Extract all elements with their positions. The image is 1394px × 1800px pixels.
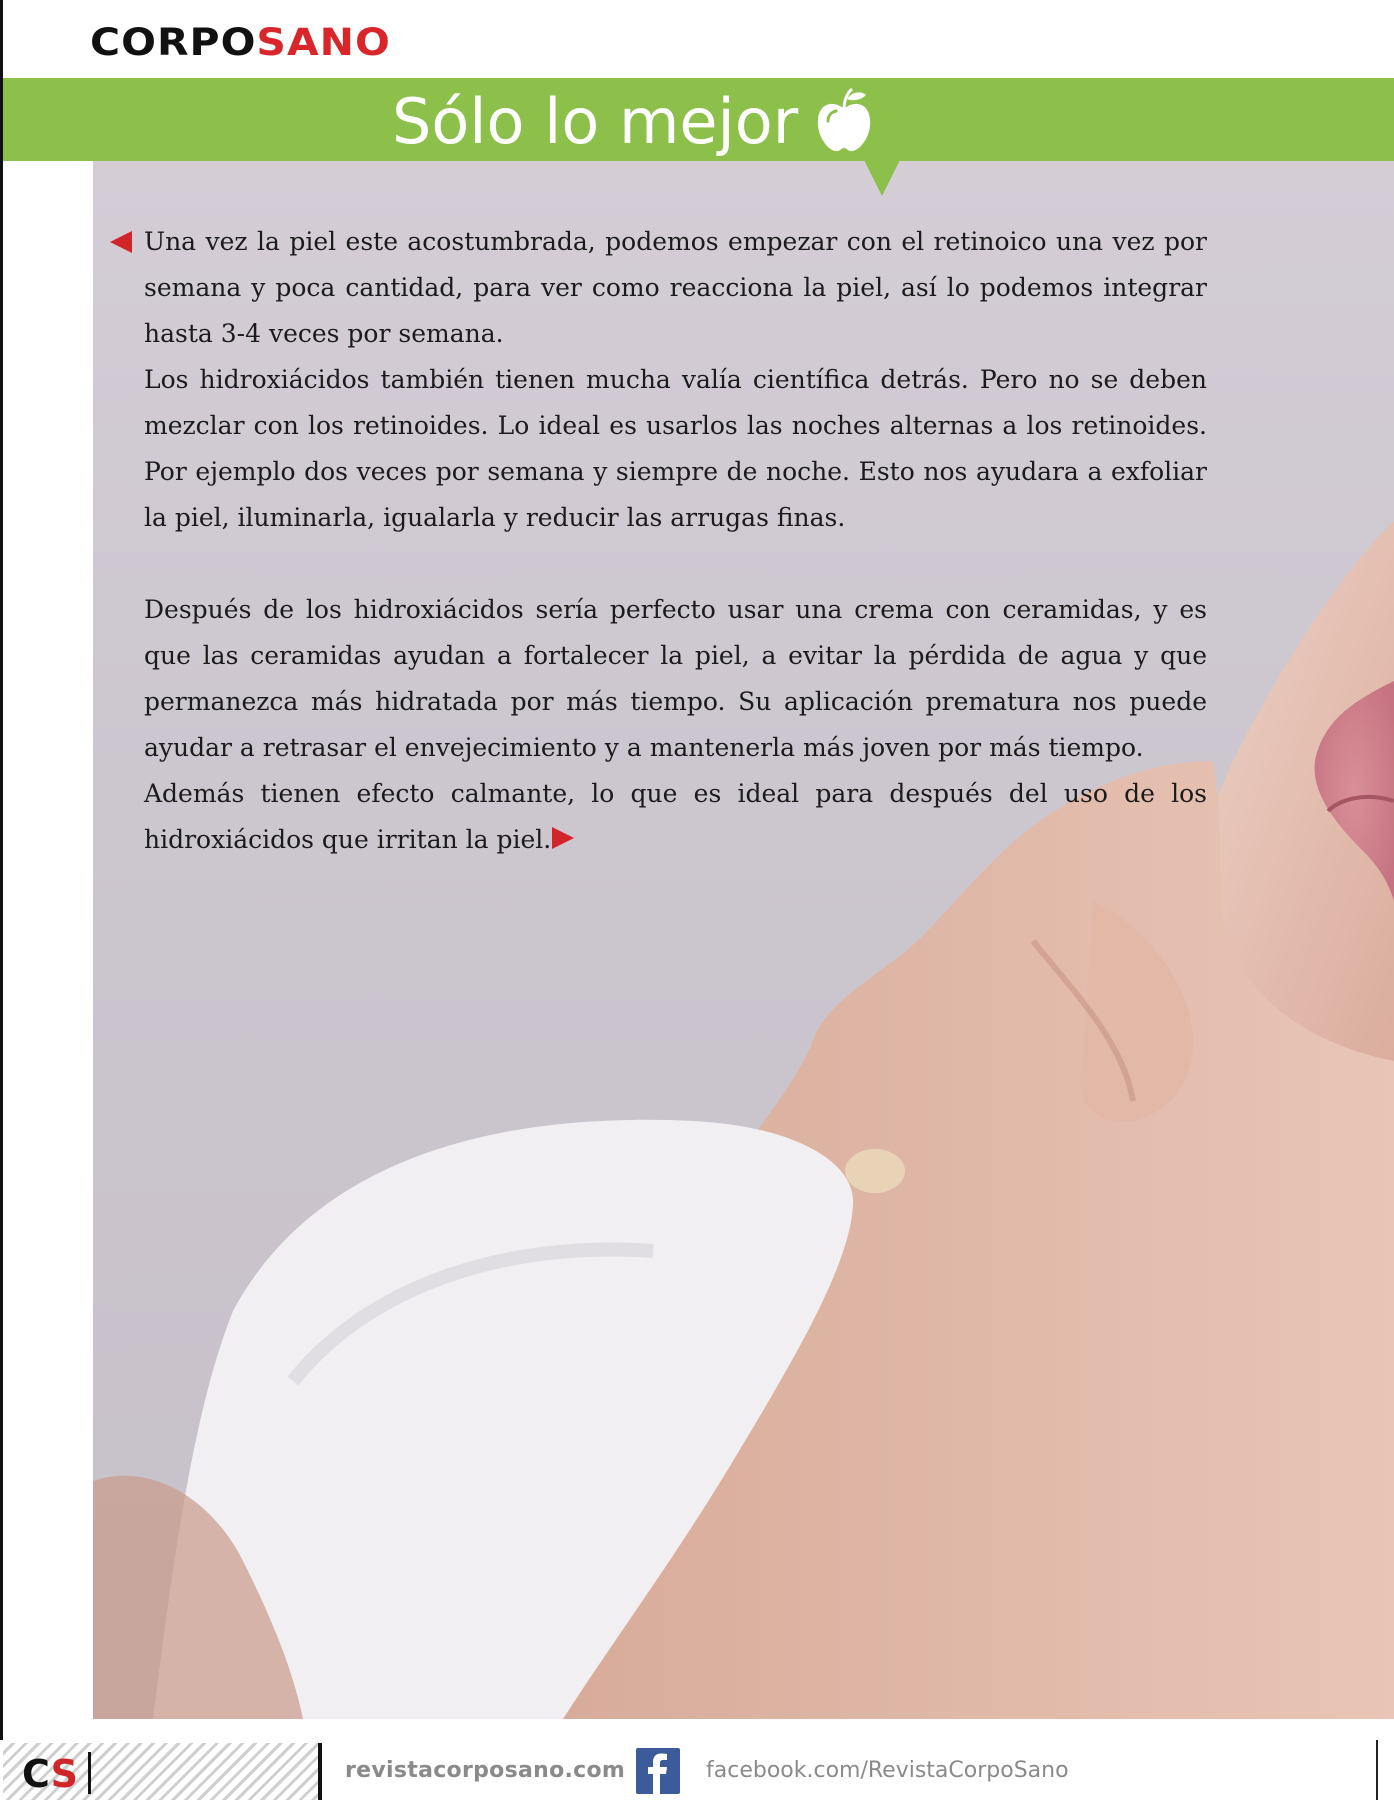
left-border <box>0 0 3 1800</box>
apple-icon <box>814 87 874 157</box>
footer-website-link[interactable]: revistacorposano.com <box>345 1758 626 1783</box>
article-paragraph: Los hidroxiácidos también tienen mucha valía científica detrás. Pero no se deben mezclar con los retinoides. Lo ideal es usarlos las noches alternas a los retinoides. Por ejemplo dos veces por semana y siempre de noche. Esto nos ayudara a exfoliar la piel, iluminarla, igualarla y reducir las arrugas finas. <box>144 365 1207 532</box>
footer-logo-divider <box>88 1752 91 1794</box>
facebook-icon[interactable] <box>636 1748 680 1794</box>
article-start-marker <box>110 231 132 253</box>
article-paragraph: Después de los hidroxiácidos sería perfecto usar una crema con ceramidas, y es que las ceramidas ayudan a fortalecer la piel, a evitar la pérdida de agua y que permanezca más hidratada por más tiempo. Su aplicación prematura nos puede ayudar a retrasar el envejecimiento y a mantenerla más joven por más tiempo. <box>144 595 1207 762</box>
brand-logo <box>90 20 391 64</box>
article-end-marker <box>552 827 574 849</box>
brand-logo-part1: CORPO <box>90 20 257 65</box>
banner-pointer <box>864 160 900 196</box>
section-title-text: Sólo lo mejor <box>392 85 799 158</box>
footer-cs-logo <box>22 1752 78 1796</box>
article-paragraph: Una vez la piel este acostumbrada, podemos empezar con el retinoico una vez por semana y poca cantidad, para ver como reacciona la piel, así lo podemos integrar hasta 3-4 veces por semana. <box>144 227 1207 348</box>
section-title <box>392 82 874 162</box>
footer-divider <box>318 1743 322 1800</box>
article-paragraph-text: Además tienen efecto calmante, lo que es ideal para después del uso de los hidroxiácidos que irritan la piel. <box>144 779 1207 854</box>
footer-logo-s: S <box>50 1752 78 1796</box>
brand-logo-part2: SANO <box>256 20 391 65</box>
article-body <box>144 219 1207 863</box>
footer-right-edge <box>1376 1740 1378 1800</box>
footer-logo-c: C <box>22 1752 51 1796</box>
article-paragraph-last <box>144 771 1207 863</box>
paragraph-spacer <box>144 541 1207 587</box>
footer-facebook-link[interactable]: facebook.com/RevistaCorpoSano <box>706 1758 1069 1783</box>
